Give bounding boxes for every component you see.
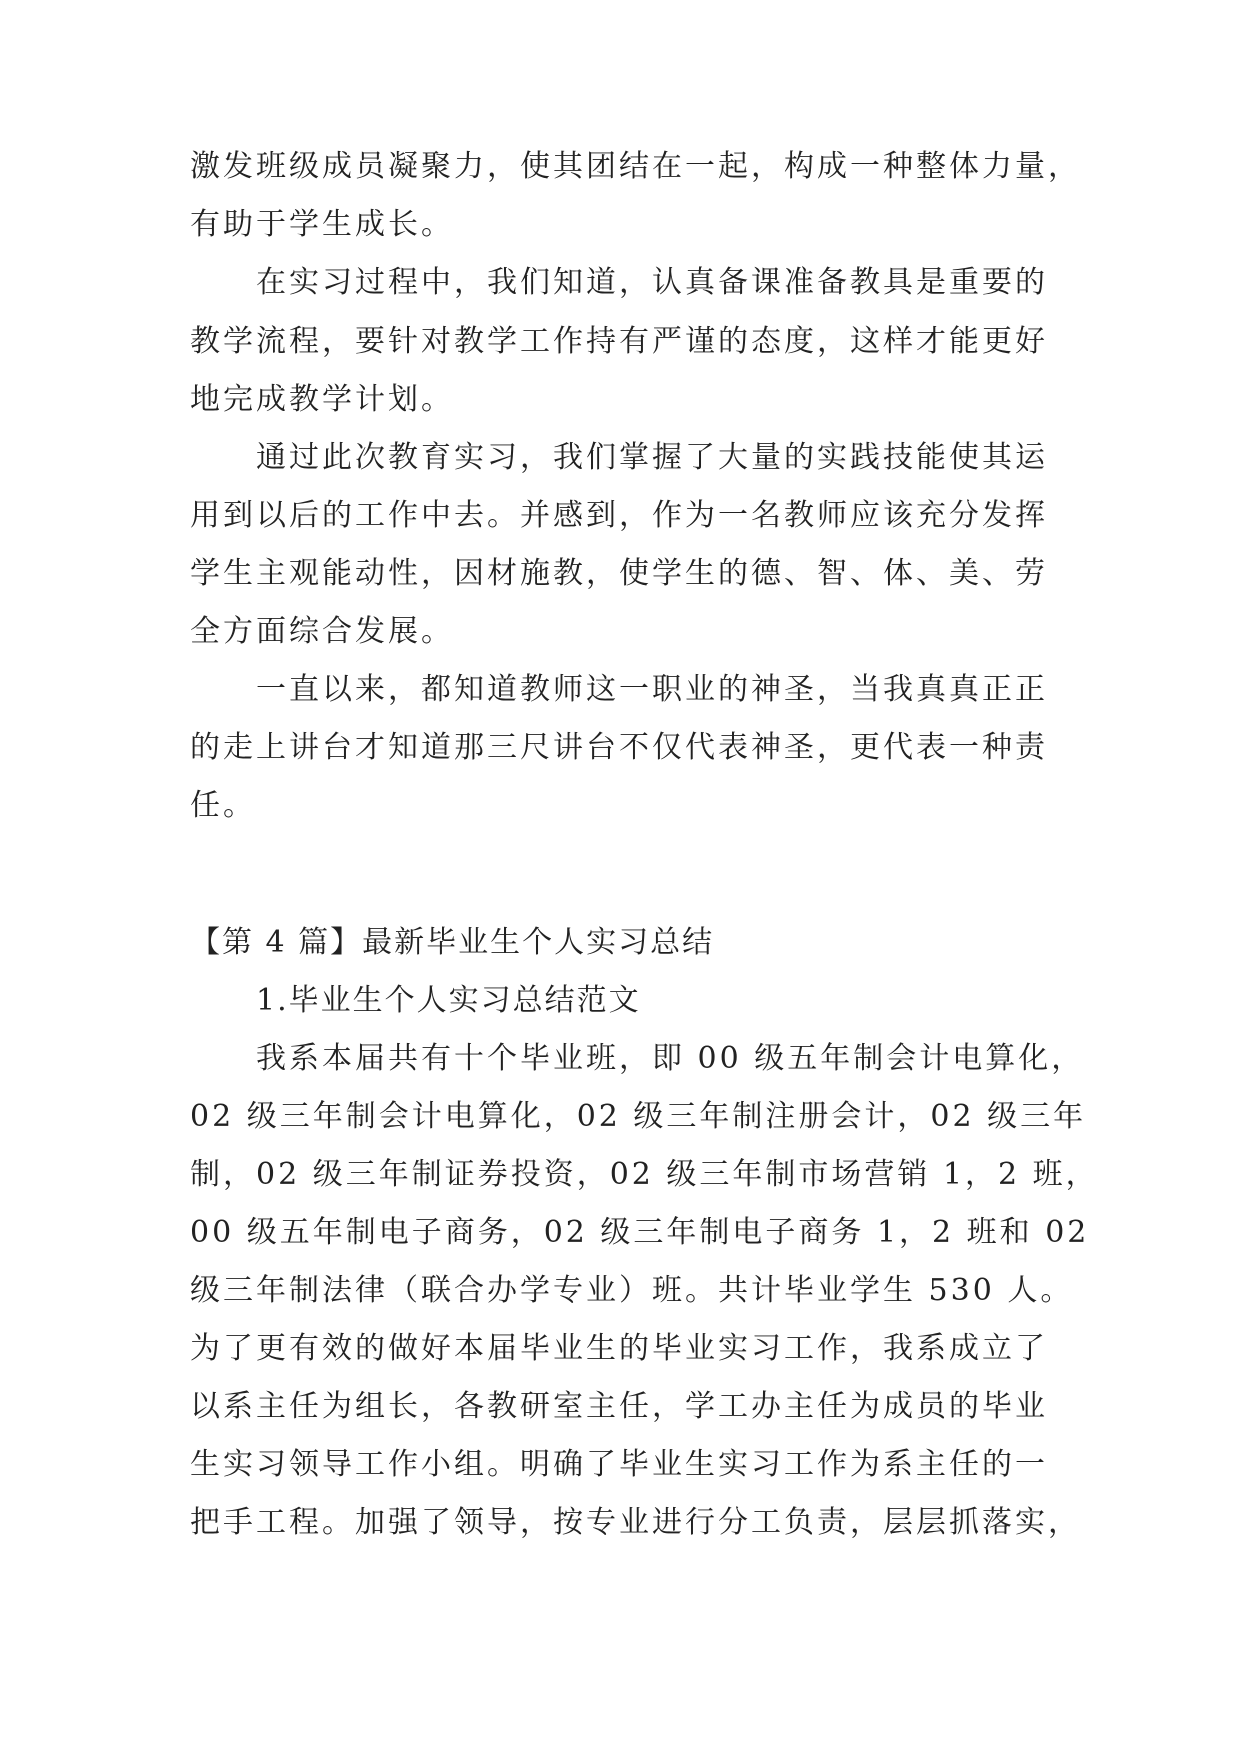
paragraph-first-line: 在实习过程中，我们知道，认真备课准备教具是重要的 bbox=[256, 265, 1048, 300]
body-text-line: 有助于学生成长。 bbox=[190, 207, 454, 242]
paragraph-first-line: 一直以来，都知道教师这一职业的神圣，当我真真正正 bbox=[256, 672, 1048, 707]
section-heading: 【第 4 篇】最新毕业生个人实习总结 bbox=[190, 925, 715, 960]
body-text-line: 任。 bbox=[190, 788, 256, 823]
body-text-line: 为了更有效的做好本届毕业生的毕业实习工作，我系成立了 bbox=[190, 1331, 1048, 1366]
body-text-line: 级三年制法律（联合办学专业）班。共计毕业学生 530 人。 bbox=[190, 1273, 1074, 1308]
body-text-line: 把手工程。加强了领导，按专业进行分工负责，层层抓落实， bbox=[190, 1505, 1081, 1540]
paragraph-first-line: 我系本届共有十个毕业班，即 00 级五年制会计电算化， bbox=[256, 1041, 1085, 1076]
body-text-line: 激发班级成员凝聚力，使其团结在一起，构成一种整体力量， bbox=[190, 149, 1081, 184]
body-text-line: 地完成教学计划。 bbox=[190, 382, 454, 417]
subsection-heading: 1.毕业生个人实习总结范文 bbox=[256, 983, 641, 1018]
body-text-line: 以系主任为组长，各教研室主任，学工办主任为成员的毕业 bbox=[190, 1389, 1048, 1424]
body-text-line: 学生主观能动性，因材施教，使学生的德、智、体、美、劳 bbox=[190, 556, 1048, 591]
body-text-line: 用到以后的工作中去。并感到，作为一名教师应该充分发挥 bbox=[190, 498, 1048, 533]
body-text-line: 的走上讲台才知道那三尺讲台不仅代表神圣，更代表一种责 bbox=[190, 730, 1048, 765]
body-text-line: 制，02 级三年制证券投资，02 级三年制市场营销 1，2 班， bbox=[190, 1157, 1099, 1192]
paragraph-first-line: 通过此次教育实习，我们掌握了大量的实践技能使其运 bbox=[256, 440, 1048, 475]
body-text-line: 生实习领导工作小组。明确了毕业生实习工作为系主任的一 bbox=[190, 1447, 1048, 1482]
body-text-line: 教学流程，要针对教学工作持有严谨的态度，这样才能更好 bbox=[190, 324, 1048, 359]
body-text-line: 00 级五年制电子商务，02 级三年制电子商务 1，2 班和 02 bbox=[190, 1215, 1090, 1250]
body-text-line: 02 级三年制会计电算化，02 级三年制注册会计，02 级三年 bbox=[190, 1099, 1087, 1134]
body-text-line: 全方面综合发展。 bbox=[190, 614, 454, 649]
